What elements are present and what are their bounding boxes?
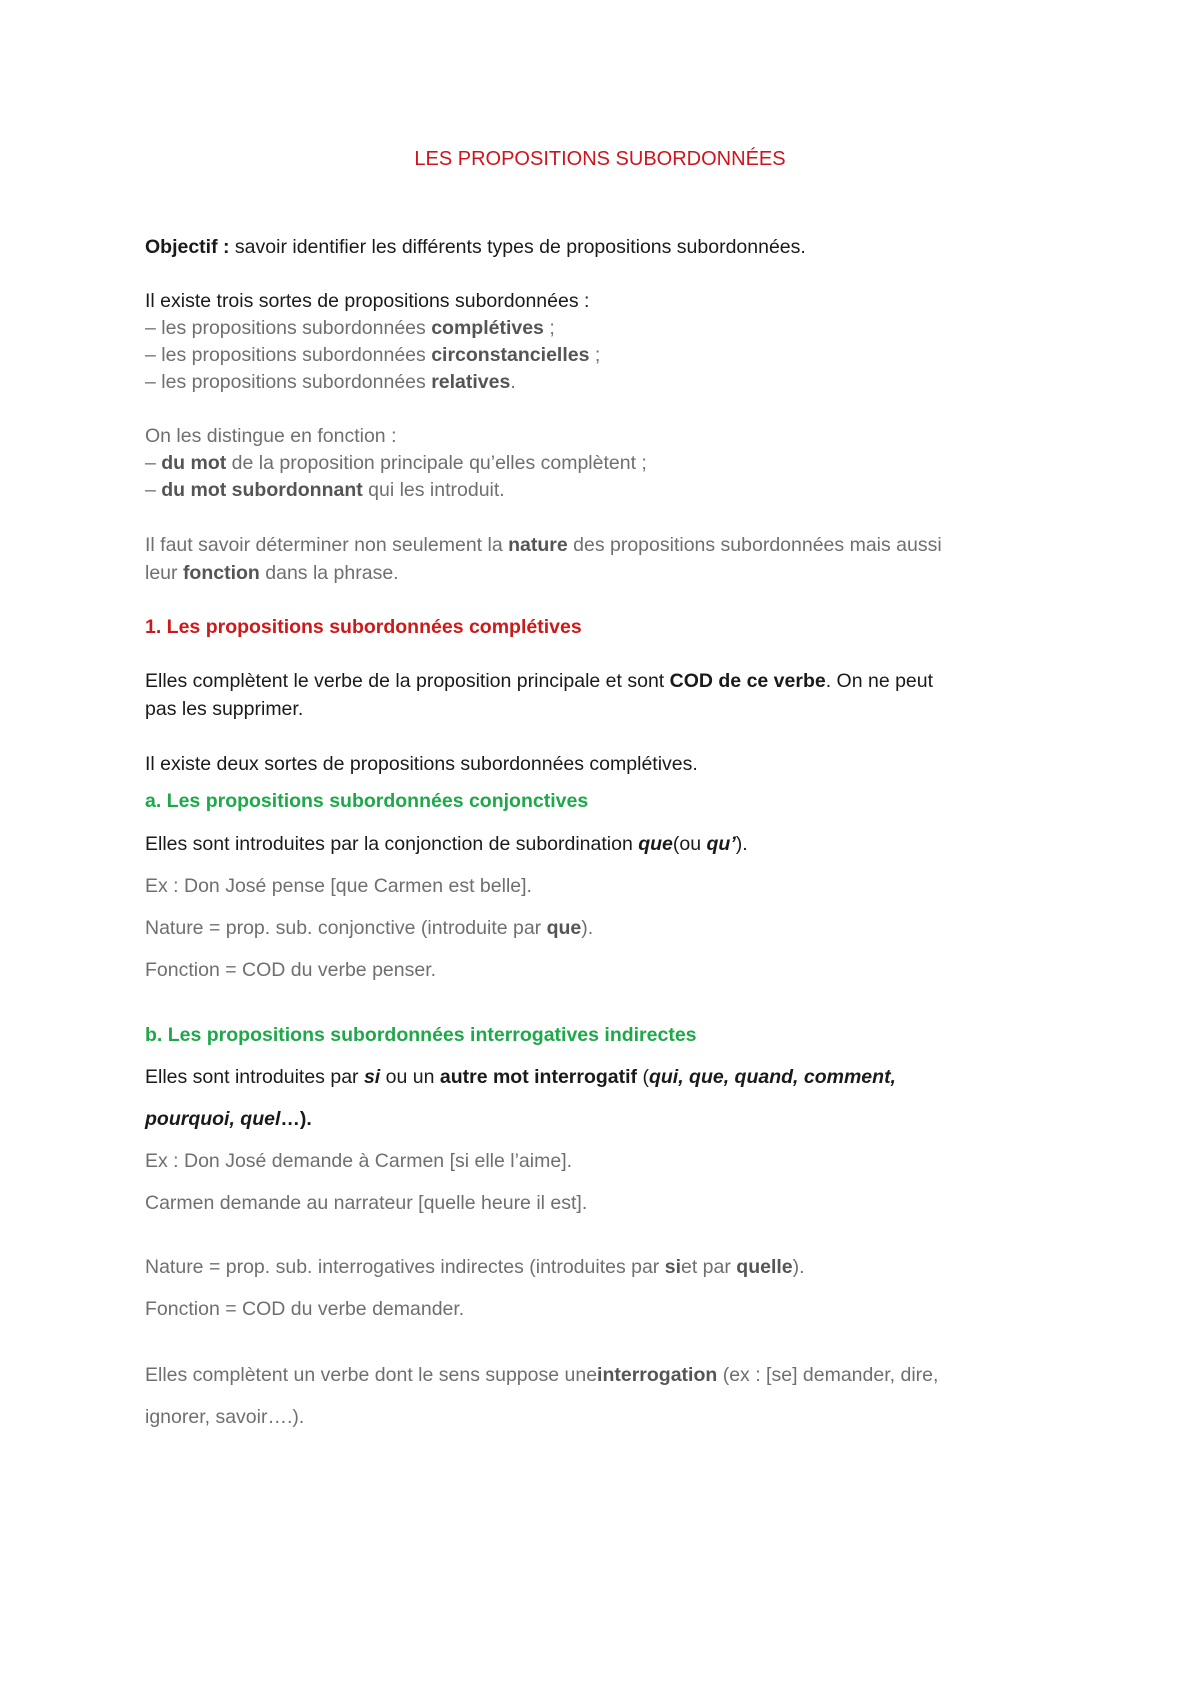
subsection-b-intro-line-1 <box>145 1064 896 1090</box>
kinds-item-suffix: ; <box>543 317 555 339</box>
objective-text: savoir identifier les différents types de propositions subordonnées. <box>229 236 806 258</box>
text-run: des propositions subordonnées mais aussi <box>567 534 942 556</box>
section-1-two-kinds: Il existe deux sortes de propositions subordonnées complétives. <box>145 753 698 775</box>
text-run: Il faut savoir déterminer non seulement la <box>145 534 509 556</box>
text-run: ). <box>735 833 748 855</box>
bold-italic-run: si <box>363 1066 381 1088</box>
subsection-a-nature <box>145 915 593 941</box>
text-run: Elles complètent le verbe de la proposition principale et sont <box>145 670 670 692</box>
subsection-a-example: Ex : Don José pense [que Carmen est belle]. <box>145 875 532 897</box>
bold-italic-run: pourquoi, quel <box>145 1108 281 1130</box>
text-run: et par <box>681 1256 737 1278</box>
subsection-b-final-line-1 <box>145 1362 938 1388</box>
page-title: LES PROPOSITIONS SUBORDONNÉES <box>414 148 786 170</box>
bold-run: que <box>546 917 582 939</box>
distinguish-item-suffix: qui les introduit. <box>362 479 505 501</box>
bold-italic-run: qui, que, quand, comment, <box>648 1066 896 1088</box>
nature-fonction-line-2 <box>145 560 399 586</box>
bold-run: interrogation <box>597 1364 718 1386</box>
kinds-item-bold: relatives <box>431 371 511 393</box>
distinguish-item-prefix: – <box>145 452 162 474</box>
text-run: ( <box>637 1066 649 1088</box>
text-run: Nature = prop. sub. conjonctive (introduite par <box>145 917 547 939</box>
distinguish-intro: On les distingue en fonction : <box>145 425 397 447</box>
distinguish-item-prefix: – <box>145 479 162 501</box>
text-run: Nature = prop. sub. interrogatives indirectes (introduites par <box>145 1256 665 1278</box>
subsection-a-intro <box>145 831 748 857</box>
bold-run: fonction <box>182 562 260 584</box>
kinds-intro: Il existe trois sortes de propositions subordonnées : <box>145 290 590 312</box>
bold-run: COD de ce verbe <box>669 670 826 692</box>
bold-italic-run: que <box>638 833 673 855</box>
subsection-b-heading: b. Les propositions subordonnées interrogatives indirectes <box>145 1024 697 1046</box>
distinguish-item-bold: du mot <box>161 452 227 474</box>
subsection-b-example-2: Carmen demande au narrateur [quelle heure il est]. <box>145 1192 588 1214</box>
text-run: ). <box>581 917 594 939</box>
kinds-item-prefix: – les propositions subordonnées <box>145 371 432 393</box>
subsection-b-fonction: Fonction = COD du verbe demander. <box>145 1298 465 1320</box>
kinds-item-bold: complétives <box>431 317 544 339</box>
bold-run: si <box>664 1256 681 1278</box>
subsection-b-nature <box>145 1254 805 1280</box>
objective-label: Objectif : <box>145 236 230 258</box>
section-1-desc-line-2: pas les supprimer. <box>145 698 304 720</box>
text-run: (ou <box>672 833 707 855</box>
text-run: leur <box>145 562 183 584</box>
kinds-item-prefix: – les propositions subordonnées <box>145 317 432 339</box>
subsection-b-example-1: Ex : Don José demande à Carmen [si elle l’aime]. <box>145 1150 573 1172</box>
subsection-a-fonction: Fonction = COD du verbe penser. <box>145 959 437 981</box>
section-1-heading: 1. Les propositions subordonnées complétives <box>145 616 582 638</box>
text-run: Elles complètent un verbe dont le sens suppose une <box>145 1364 598 1386</box>
kinds-item <box>145 369 516 395</box>
bold-italic-run: qu’ <box>706 833 736 855</box>
bold-run: quelle <box>736 1256 793 1278</box>
text-run: Elles sont introduites par <box>145 1066 364 1088</box>
kinds-item <box>145 315 555 341</box>
bold-run: nature <box>508 534 568 556</box>
distinguish-item <box>145 477 505 503</box>
kinds-item-suffix: . <box>510 371 516 393</box>
bold-run: autre mot interrogatif <box>439 1066 638 1088</box>
kinds-item-suffix: ; <box>589 344 601 366</box>
text-run: …). <box>280 1108 312 1130</box>
kinds-item-prefix: – les propositions subordonnées <box>145 344 432 366</box>
text-run: ou un <box>380 1066 440 1088</box>
subsection-b-intro-line-2 <box>145 1106 312 1132</box>
distinguish-item-suffix: de la proposition principale qu’elles complètent ; <box>226 452 647 474</box>
text-run: dans la phrase. <box>259 562 399 584</box>
objective-line <box>145 234 806 260</box>
section-1-desc-line-1 <box>145 668 933 694</box>
text-run: ). <box>792 1256 805 1278</box>
distinguish-item-bold: du mot subordonnant <box>161 479 363 501</box>
subsection-a-heading: a. Les propositions subordonnées conjonctives <box>145 790 589 812</box>
kinds-item-bold: circonstancielles <box>431 344 590 366</box>
text-run: Elles sont introduites par la conjonction de subordination <box>145 833 639 855</box>
distinguish-item <box>145 450 647 476</box>
nature-fonction-line-1 <box>145 532 942 558</box>
text-run: (ex : [se] demander, dire, <box>717 1364 939 1386</box>
kinds-item <box>145 342 600 368</box>
text-run: . On ne peut <box>825 670 934 692</box>
subsection-b-final-line-2: ignorer, savoir….). <box>145 1406 305 1428</box>
